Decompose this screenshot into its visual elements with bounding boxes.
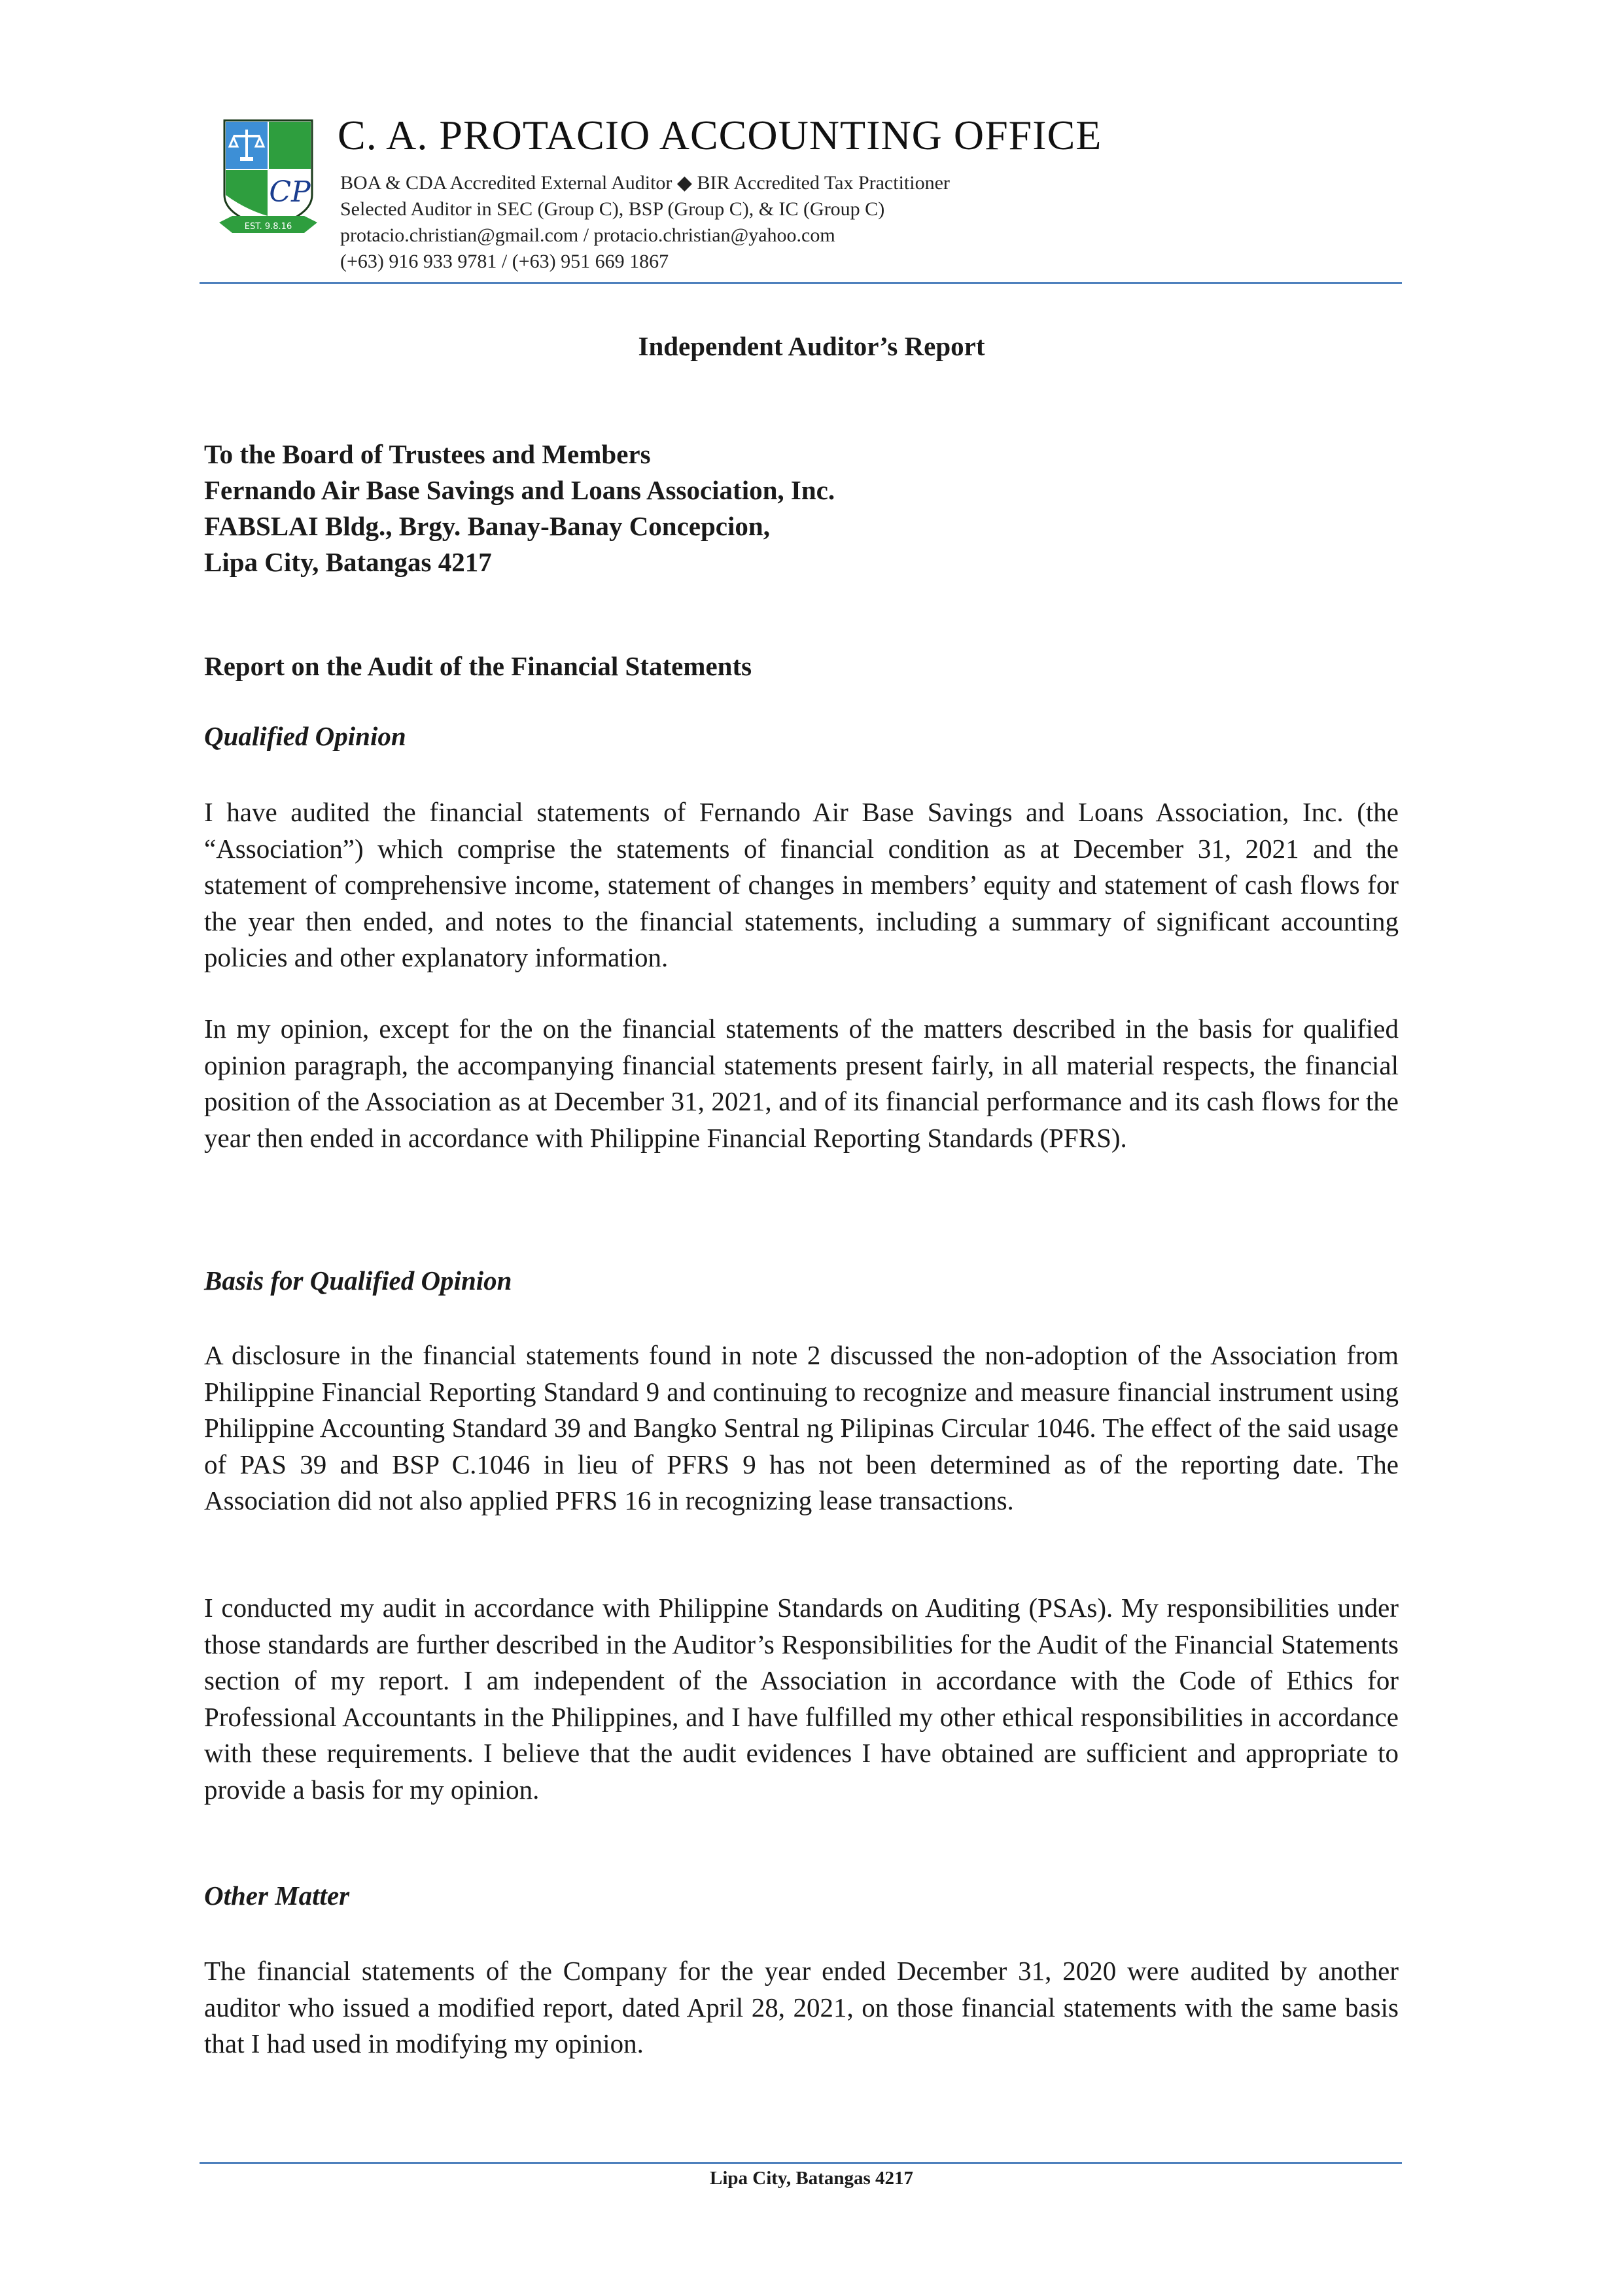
footer-address: Lipa City, Batangas 4217 — [710, 2168, 913, 2189]
firm-accreditation-line: BOA & CDA Accredited External Auditor ◆ BIR Accredited Tax Practitioner — [340, 172, 950, 194]
other-matter-paragraph: The financial statements of the Company for the year ended December 31, 2020 were audited by another auditor who issued a modified report, dated April 28, 2021, on those financial statements with the same basis that I had used in modifying my opinion. — [204, 1956, 1399, 2058]
svg-text:EST. 9.8.16: EST. 9.8.16 — [244, 222, 292, 232]
section-heading: Report on the Audit of the Financial Statements — [204, 651, 752, 681]
svg-text:CP: CP — [269, 175, 311, 209]
header-divider — [200, 282, 1402, 284]
firm-name: C. A. PROTACIO ACCOUNTING OFFICE — [338, 112, 1102, 158]
basis-paragraph-2: I conducted my audit in accordance with Philippine Standards on Auditing (PSAs). My responsibilities under those standards are further described in the Auditor’s Responsibilities for the Audit of the Financial Statements section of my report. I am independent of the Association in accordance with the Code of Ethics for Professional Accountants in the Philippines, and I have fulfilled my other ethical responsibilities in accordance with these requirements. I believe that the audit evidences I have obtained are sufficient and appropriate to provide a basis for my opinion. — [204, 1593, 1399, 1805]
scales-of-justice-icon — [219, 118, 317, 242]
other-matter-heading: Other Matter — [204, 1881, 350, 1911]
qualified-opinion-paragraph-1: I have audited the financial statements of Fernando Air Base Savings and Loans Association, Inc. (the “Association”) which comprise the statements of financial condition as at December 31, 2021 and the statement of comprehensive income, statement of changes in members’ equity and statement of cash flows for the year then ended, and notes to the financial statements, including a summary of significant accounting policies and other explanatory information. — [204, 797, 1399, 972]
firm-credentials — [340, 170, 950, 275]
report-title: Independent Auditor’s Report — [638, 331, 985, 361]
firm-phone-line: (+63) 916 933 9781 / (+63) 951 669 1867 — [340, 251, 669, 272]
basis-paragraph-1: A disclosure in the financial statements found in note 2 discussed the non-adoption of the Association from Philippine Financial Reporting Standard 9 and continuing to recognize and measure financial instrument using Philippine Accounting Standard 39 and Bangko Sentral ng Pilipinas Circular 1046. The effect of the said usage of PAS 39 and BSP C.1046 in lieu of PFRS 9 has not been determined as of the reporting date. The Association did not also applied PFRS 16 in recognizing lease transactions. — [204, 1340, 1399, 1515]
addressee-line: Lipa City, Batangas 4217 — [204, 547, 492, 577]
addressee-line: To the Board of Trustees and Members — [204, 439, 651, 469]
firm-selection-line: Selected Auditor in SEC (Group C), BSP (Group C), & IC (Group C) — [340, 198, 885, 220]
addressee-line: FABSLAI Bldg., Brgy. Banay-Banay Concepcion, — [204, 511, 770, 541]
firm-email-line: protacio.christian@gmail.com / protacio.christian@yahoo.com — [340, 224, 835, 246]
qualified-opinion-paragraph-2: In my opinion, except for the on the financial statements of the matters described in the basis for qualified opinion paragraph, the accompanying financial statements present fairly, in all material respects, the financial position of the Association as at December 31, 2021, and of its financial performance and its cash flows for the year then ended in accordance with Philippine Financial Reporting Standards (PFRS). — [204, 1014, 1399, 1153]
qualified-opinion-heading: Qualified Opinion — [204, 721, 406, 751]
footer-divider — [200, 2162, 1402, 2164]
addressee-line: Fernando Air Base Savings and Loans Association, Inc. — [204, 475, 835, 505]
addressee-block — [204, 436, 835, 580]
basis-heading: Basis for Qualified Opinion — [204, 1265, 512, 1296]
firm-logo — [219, 118, 317, 242]
